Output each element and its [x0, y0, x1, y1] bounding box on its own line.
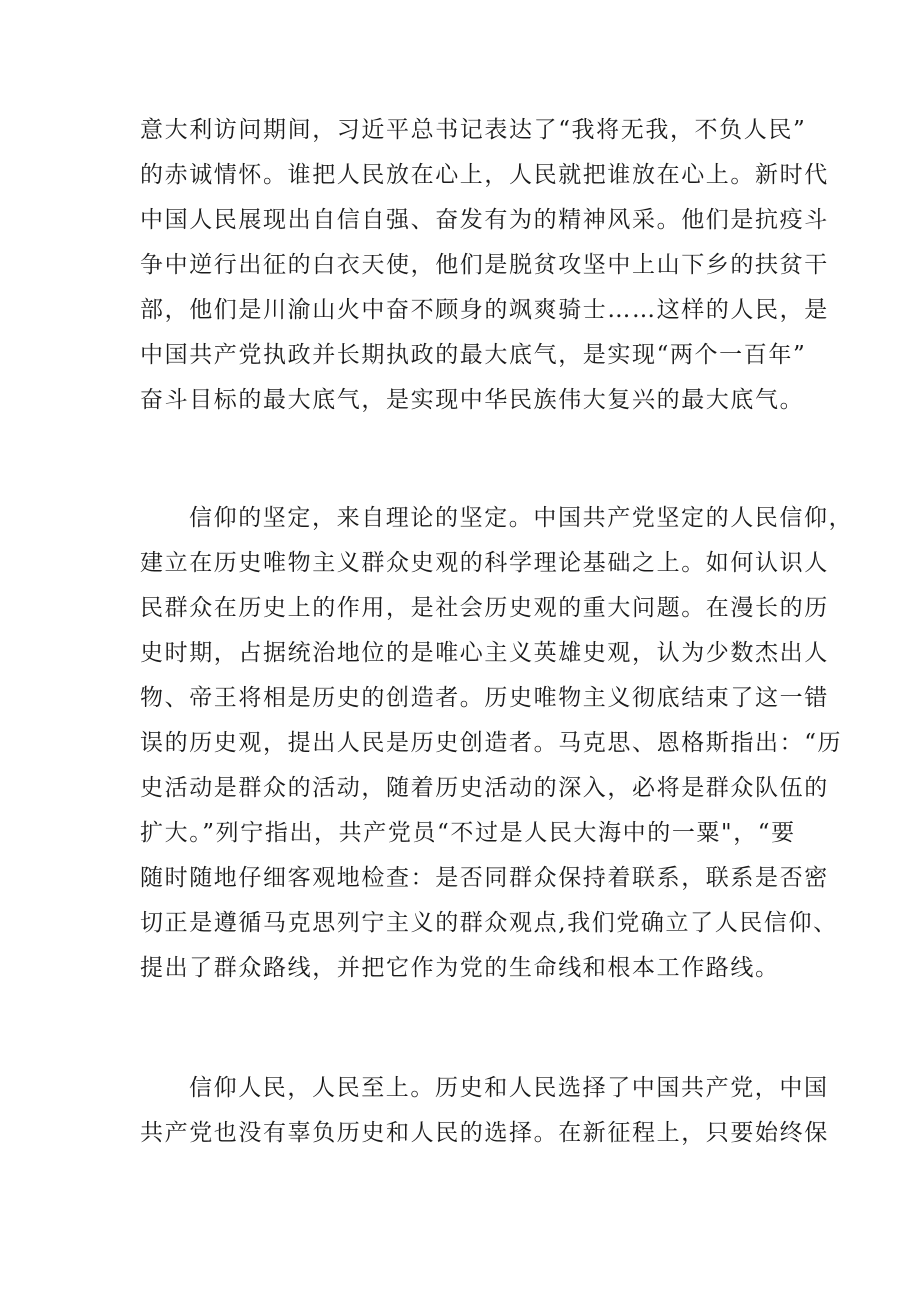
paragraph-line: 史时期，占据统治地位的是唯心主义英雄史观，认为少数杰出人	[140, 640, 829, 666]
paragraph-line: 中国人民展现出自信自强、奋发有为的精神风采。他们是抗疫斗	[140, 207, 829, 233]
paragraph-line: 的赤诚情怀。谁把人民放在心上，人民就把谁放在心上。新时代	[140, 162, 829, 188]
paragraph-line: 部，他们是川渝山火中奋不顾身的飒爽骑士……这样的人民，是	[140, 297, 829, 323]
paragraph-line: 误的历史观，提出人民是历史创造者。马克思、恩格斯指出：“历	[140, 730, 843, 756]
paragraph-line: 物、帝王将相是历史的创造者。历史唯物主义彻底结束了这一错	[140, 685, 829, 711]
paragraph-3	[140, 1066, 829, 1156]
paragraph-line: 史活动是群众的活动，随着历史活动的深入，必将是群众队伍的	[140, 775, 829, 801]
paragraph-line: 建立在历史唯物主义群众史观的科学理论基础之上。如何认识人	[140, 550, 829, 576]
paragraph-1	[140, 108, 829, 423]
paragraph-line: 扩大。”列宁指出，共产党员“不过是人民大海中的一粟"，“要	[140, 820, 796, 846]
paragraph-line: 意大利访问期间，习近平总书记表达了“我将无我，不负人民”	[140, 117, 807, 143]
paragraph-line: 争中逆行出征的白衣天使，他们是脱贫攻坚中上山下乡的扶贫干	[140, 252, 829, 278]
paragraph-line: 共产党也没有辜负历史和人民的选择。在新征程上，只要始终保	[140, 1120, 829, 1146]
paragraph-line: 切正是遵循马克思列宁主义的群众观点,我们党确立了人民信仰、	[140, 910, 838, 936]
paragraph-line: 信仰的坚定，来自理论的坚定。中国共产党坚定的人民信仰，	[189, 505, 854, 531]
paragraph-line: 提出了群众路线，并把它作为党的生命线和根本工作路线。	[140, 955, 780, 981]
paragraph-line: 奋斗目标的最大底气，是实现中华民族伟大复兴的最大底气。	[140, 387, 805, 413]
paragraph-line: 中国共产党执政并长期执政的最大底气，是实现“两个一百年”	[140, 342, 807, 368]
paragraph-2	[140, 496, 854, 991]
paragraph-line: 信仰人民，人民至上。历史和人民选择了中国共产党，中国	[189, 1075, 829, 1101]
paragraph-line: 随时随地仔细客观地检查：是否同群众保持着联系，联系是否密	[140, 865, 829, 891]
paragraph-line: 民群众在历史上的作用，是社会历史观的重大问题。在漫长的历	[140, 595, 829, 621]
